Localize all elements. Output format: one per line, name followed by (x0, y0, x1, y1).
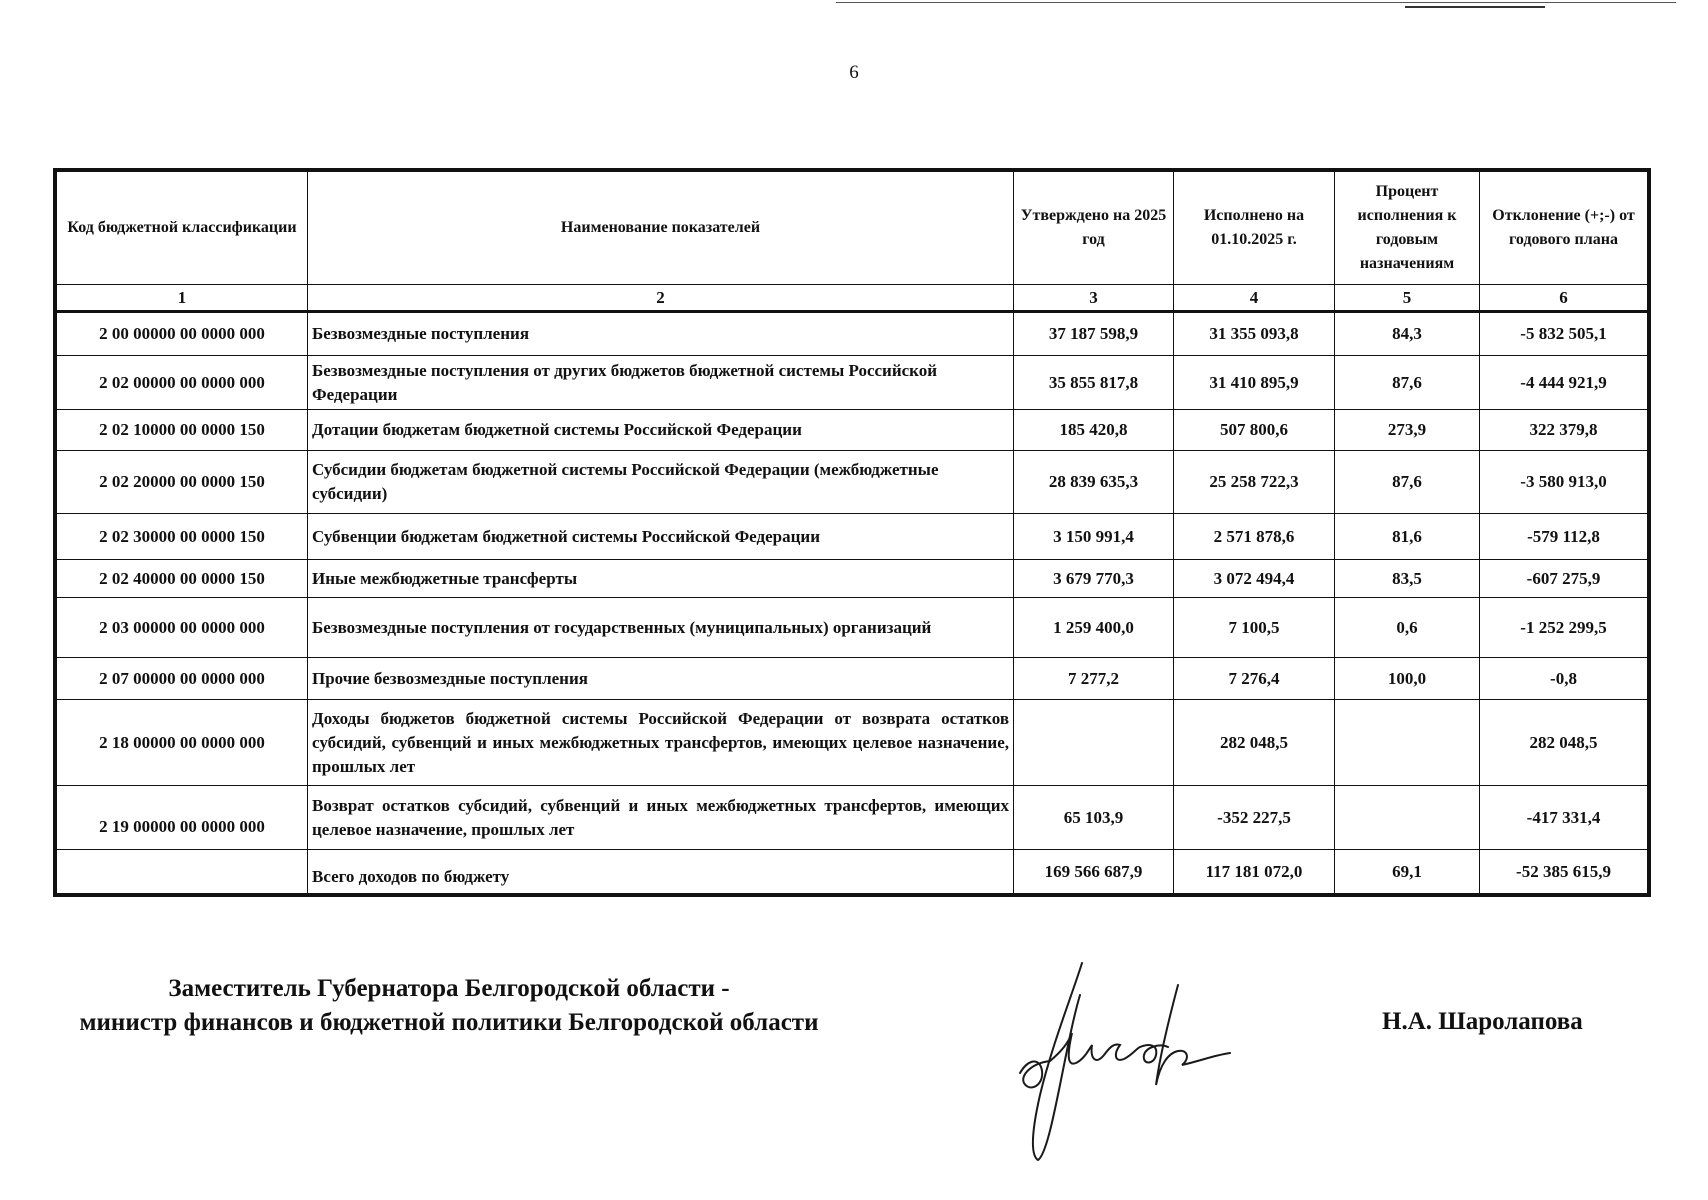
page-number: 6 (849, 62, 859, 83)
header-name: Наименование показателей (308, 172, 1014, 285)
cell-percent: 81,6 (1335, 514, 1480, 560)
cell-code (57, 850, 308, 894)
cell-executed: 3 072 494,4 (1174, 560, 1335, 598)
cell-executed: 2 571 878,6 (1174, 514, 1335, 560)
cell-deviation: -5 832 505,1 (1480, 312, 1648, 356)
table-row (57, 356, 1648, 410)
column-number: 4 (1174, 285, 1335, 312)
cell-executed: 7 100,5 (1174, 598, 1335, 658)
cell-approved: 3 150 991,4 (1014, 514, 1174, 560)
cell-percent: 87,6 (1335, 451, 1480, 514)
cell-name: Всего доходов по бюджету (308, 850, 1014, 894)
cell-percent: 0,6 (1335, 598, 1480, 658)
cell-name: Субсидии бюджетам бюджетной системы Российской Федерации (межбюджетные субсидии) (308, 451, 1014, 514)
cell-approved: 7 277,2 (1014, 658, 1174, 700)
cell-percent: 83,5 (1335, 560, 1480, 598)
cell-percent: 84,3 (1335, 312, 1480, 356)
table-row (57, 451, 1648, 514)
cell-approved: 35 855 817,8 (1014, 356, 1174, 410)
table-row (57, 700, 1648, 786)
signatory-title-line2: министр финансов и бюджетной политики Белгородской области (79, 1009, 819, 1036)
cell-deviation: 282 048,5 (1480, 700, 1648, 786)
cell-executed: 7 276,4 (1174, 658, 1335, 700)
cell-deviation: -52 385 615,9 (1480, 850, 1648, 894)
header-approved: Утверждено на 2025 год (1014, 172, 1174, 285)
handwritten-signature (1010, 955, 1240, 1165)
table-row (57, 598, 1648, 658)
cell-executed: -352 227,5 (1174, 786, 1335, 850)
cell-executed: 31 355 093,8 (1174, 312, 1335, 356)
scan-edge-line (836, 2, 1676, 3)
table-header-row (57, 172, 1648, 285)
cell-approved: 3 679 770,3 (1014, 560, 1174, 598)
cell-executed: 507 800,6 (1174, 410, 1335, 451)
cell-name: Прочие безвозмездные поступления (308, 658, 1014, 700)
scan-edge-mark (1405, 6, 1545, 8)
cell-code: 2 02 20000 00 0000 150 (57, 451, 308, 514)
cell-executed: 117 181 072,0 (1174, 850, 1335, 894)
cell-code: 2 00 00000 00 0000 000 (57, 312, 308, 356)
cell-name: Безвозмездные поступления от других бюджетов бюджетной системы Российской Федерации (308, 356, 1014, 410)
cell-deviation: -607 275,9 (1480, 560, 1648, 598)
cell-deviation: -0,8 (1480, 658, 1648, 700)
table-row (57, 560, 1648, 598)
cell-code: 2 07 00000 00 0000 000 (57, 658, 308, 700)
cell-code: 2 03 00000 00 0000 000 (57, 598, 308, 658)
cell-percent (1335, 786, 1480, 850)
cell-approved: 65 103,9 (1014, 786, 1174, 850)
cell-percent: 69,1 (1335, 850, 1480, 894)
cell-deviation: -4 444 921,9 (1480, 356, 1648, 410)
cell-name: Иные межбюджетные трансферты (308, 560, 1014, 598)
cell-name: Безвозмездные поступления (308, 312, 1014, 356)
cell-approved: 169 566 687,9 (1014, 850, 1174, 894)
cell-deviation: -579 112,8 (1480, 514, 1648, 560)
cell-name: Безвозмездные поступления от государственных (муниципальных) организаций (308, 598, 1014, 658)
header-deviation: Отклонение (+;-) от годового плана (1480, 172, 1648, 285)
cell-code: 2 02 10000 00 0000 150 (57, 410, 308, 451)
cell-percent: 87,6 (1335, 356, 1480, 410)
cell-name: Субвенции бюджетам бюджетной системы Российской Федерации (308, 514, 1014, 560)
header-percent: Процент исполнения к годовым назначениям (1335, 172, 1480, 285)
column-number: 6 (1480, 285, 1648, 312)
cell-approved: 28 839 635,3 (1014, 451, 1174, 514)
cell-code: 2 19 00000 00 0000 000 (57, 786, 308, 850)
signatory-title-line1: Заместитель Губернатора Белгородской области - (168, 975, 730, 1002)
cell-executed: 31 410 895,9 (1174, 356, 1335, 410)
cell-name: Дотации бюджетам бюджетной системы Российской Федерации (308, 410, 1014, 451)
signatory-title (54, 972, 844, 1040)
cell-name: Доходы бюджетов бюджетной системы Российской Федерации от возврата остатков субсидий, субвенций и иных межбюджетных трансфертов, имеющих целевое назначение, прошлых лет (308, 700, 1014, 786)
cell-name: Возврат остатков субсидий, субвенций и иных межбюджетных трансфертов, имеющих целевое назначение, прошлых лет (308, 786, 1014, 850)
cell-code: 2 02 30000 00 0000 150 (57, 514, 308, 560)
cell-deviation: -1 252 299,5 (1480, 598, 1648, 658)
cell-approved: 185 420,8 (1014, 410, 1174, 451)
cell-percent (1335, 700, 1480, 786)
signatory-name: Н.А. Шаролапова (1382, 1008, 1583, 1035)
budget-table (56, 171, 1648, 894)
cell-percent: 100,0 (1335, 658, 1480, 700)
table-row (57, 786, 1648, 850)
cell-code: 2 02 00000 00 0000 000 (57, 356, 308, 410)
header-code: Код бюджетной классификации (57, 172, 308, 285)
column-number: 3 (1014, 285, 1174, 312)
table-row (57, 312, 1648, 356)
cell-code: 2 02 40000 00 0000 150 (57, 560, 308, 598)
cell-executed: 282 048,5 (1174, 700, 1335, 786)
cell-approved: 37 187 598,9 (1014, 312, 1174, 356)
column-numbers-row (57, 285, 1648, 312)
cell-approved: 1 259 400,0 (1014, 598, 1174, 658)
cell-deviation: -3 580 913,0 (1480, 451, 1648, 514)
cell-approved (1014, 700, 1174, 786)
column-number: 2 (308, 285, 1014, 312)
table-row (57, 658, 1648, 700)
header-executed: Исполнено на 01.10.2025 г. (1174, 172, 1335, 285)
cell-deviation: -417 331,4 (1480, 786, 1648, 850)
cell-executed: 25 258 722,3 (1174, 451, 1335, 514)
cell-deviation: 322 379,8 (1480, 410, 1648, 451)
column-number: 1 (57, 285, 308, 312)
table-row (57, 514, 1648, 560)
table-row (57, 410, 1648, 451)
cell-code: 2 18 00000 00 0000 000 (57, 700, 308, 786)
column-number: 5 (1335, 285, 1480, 312)
total-row (57, 850, 1648, 894)
cell-percent: 273,9 (1335, 410, 1480, 451)
